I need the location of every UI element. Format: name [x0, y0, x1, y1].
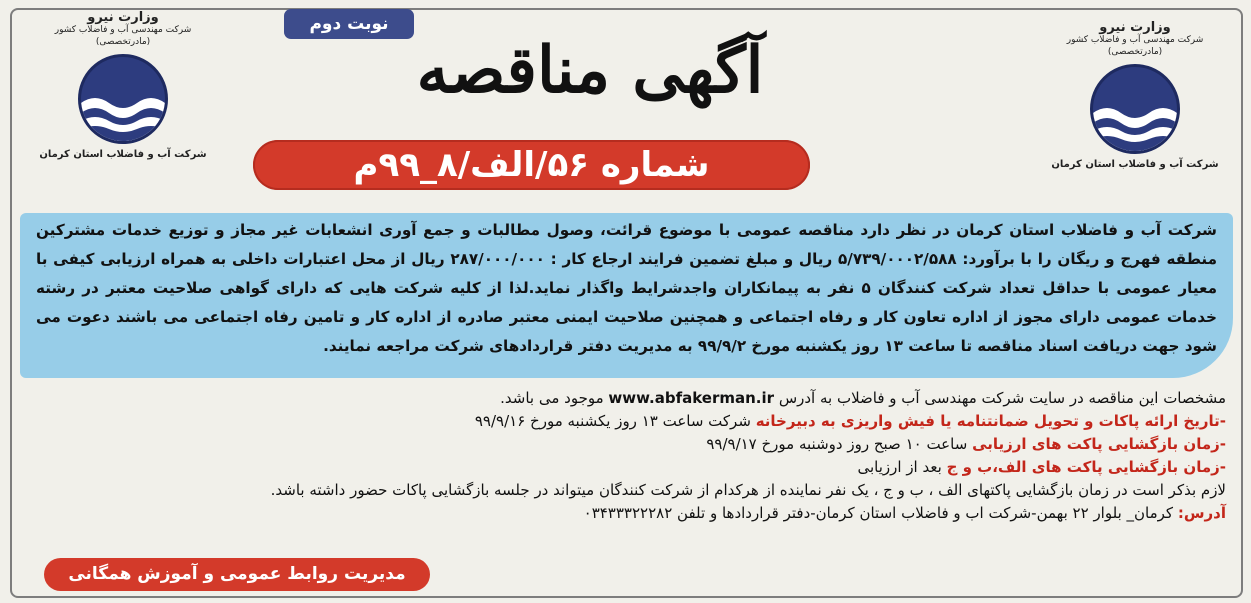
opening-line: [96, 433, 1226, 456]
tender-details: [96, 387, 1226, 525]
address-text: کرمان_ بلوار ۲۲ بهمن-شرکت اب و فاضلاب استان کرمان-دفتر قراردادها و تلفن ۰۳۴۳۳۳۲۲۲۸۲: [583, 504, 1174, 522]
company-name: شرکت مهندسی آب و فاضلاب کشور: [54, 25, 192, 35]
footer-signature: مدیریت روابط عمومی و آموزش همگانی: [44, 558, 430, 591]
spec-text: مشخصات این مناقصه در سایت شرکت مهندسی آب و فاضلاب به آدرس: [778, 389, 1226, 407]
water-emblem-icon: [78, 54, 168, 144]
page-title: آگهی مناقصه: [416, 33, 764, 108]
ministry-name: وزارت نیرو: [1099, 20, 1171, 35]
spec-suffix: موجود می باشد.: [500, 389, 604, 407]
company-name: شرکت مهندسی آب و فاضلاب کشور: [1066, 35, 1204, 45]
note-line: لازم بذکر است در زمان بازگشایی پاکتهای الف ، ب و ج ، یک نفر نماینده از هرکدام از شرکت کنندگان میتواند در جلسه بازگشایی پاکات حضور داشته باشد.: [270, 481, 1226, 499]
company-note: (مادرتخصصی): [1107, 46, 1163, 57]
deadline-label: -تاریخ ارائه پاکات و تحویل ضمانتنامه یا فیش واریزی به دبیرخانه: [755, 412, 1226, 430]
company-note: (مادرتخصصی): [95, 36, 151, 47]
opening2-label: -زمان بازگشایی پاکت های الف،ب و ج: [946, 458, 1226, 476]
opening2-text: بعد از ارزیابی: [857, 458, 942, 476]
opening-label: -زمان بازگشایی پاکت های ارزیابی: [972, 435, 1226, 453]
intro-paragraph: شرکت آب و فاضلاب استان کرمان در نظر دارد مناقصه عمومی با موضوع قرائت، وصول مطالبات و جمع آوری انشعابات غیر مجاز و توزیع خدمات مشترکین منطقه فهرج و ریگان را با برآورد: ۵/۷۳۹/۰۰۰۲/۵۸۸ ریال و مبلغ تضمین فرایند ارجاع کار : ۲۸۷/۰۰۰/۰۰۰ ریال از محل اعتبارات داخلی به همراه ارزیابی کیفی با معیار عمومی با حداقل تعداد شرکت کنندگان ۵ نفر به پیمانکاران واجدشرایط واگذار نماید.لذا از کلیه شرکت هایی که دارای گواهی صلاحیت معتبر در رشته خدمات عمومی دارای مجوز از اداره تعاون کار و رفاه اجتماعی و همچنین صلاحیت ایمنی معتبر صادره از اداره کار و تامین رفاه اجتماعی می باشند دعوت می شود جهت دریافت اسناد مناقصه تا ساعت ۱۳ روز یکشنبه مورخ ۹۹/۹/۲ به مدیریت دفتر قراردادهای شرکت مراجعه نمایند.: [20, 213, 1233, 378]
opening-text: ساعت ۱۰ صبح روز دوشنبه مورخ ۹۹/۹/۱۷: [706, 435, 968, 453]
tender-number-bar: شماره ۵۶/الف/۸_۹۹م: [253, 140, 810, 190]
logo-right: [1040, 20, 1230, 170]
address-line: [96, 502, 1226, 525]
logo-left: [28, 10, 218, 160]
website-link[interactable]: www.abfakerman.ir: [608, 389, 775, 407]
address-label: آدرس:: [1177, 504, 1226, 522]
spec-line: [96, 387, 1226, 410]
ministry-name: وزارت نیرو: [87, 10, 159, 25]
deadline-text: شرکت ساعت ۱۳ روز یکشنبه مورخ ۹۹/۹/۱۶: [474, 412, 751, 430]
province-name: شرکت آب و فاضلاب استان کرمان: [1051, 159, 1219, 171]
water-emblem-icon: [1090, 64, 1180, 154]
province-name: شرکت آب و فاضلاب استان کرمان: [39, 149, 207, 161]
round-badge: نوبت دوم: [284, 9, 414, 39]
opening2-line: [96, 456, 1226, 479]
deadline-line: [96, 410, 1226, 433]
